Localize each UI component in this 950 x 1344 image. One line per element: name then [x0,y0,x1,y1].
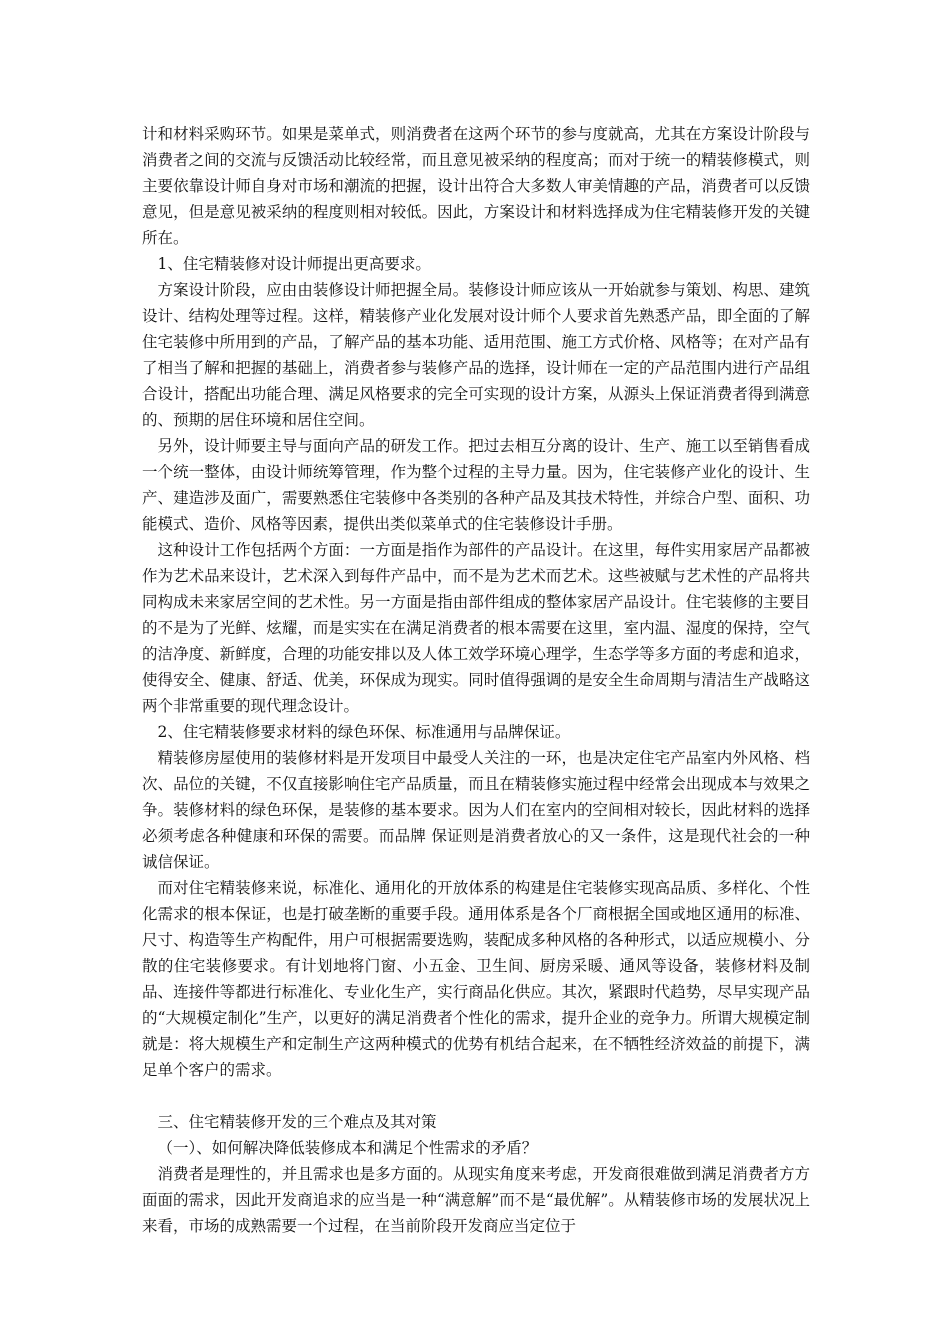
subsection-heading-cost-vs-personalization: （一）、如何解决降低装修成本和满足个性需求的矛盾？ [157,1139,538,1157]
paragraph-rational-consumers: 消费者是理性的，并且需求也是多方面的。从现实角度来考虑，开发商很难做到满足消费者方方面面的需求，因此开发商追求的应当是一种“满意解”而不是“最优解”。从精装修市场的发展状况上来看，市场的成熟需要一个过程，在当前阶段开发商应当定位于 [142,1165,810,1235]
paragraph-intro-continuation: 计和材料采购环节。如果是菜单式，则消费者在这两个环节的参与度就高，尤其在方案设计阶段与消费者之间的交流与反馈活动比较经常，而且意见被采纳的程度高；而对于统一的精装修模式，则主要依靠设计师自身对市场和潮流的把握，设计出符合大多数人审美情趣的产品，消费者可以反馈意见，但是意见被采纳的程度则相对较低。因此，方案设计和材料选择成为住宅精装修开发的关键所在。 [142,125,810,247]
paragraph-product-development: 另外，设计师要主导与面向产品的研发工作。把过去相互分离的设计、生产、施工以至销售看成一个统一整体，由设计师统筹管理，作为整个过程的主导力量。因为，住宅装修产业化的设计、生产、建造涉及面广，需要熟悉住宅装修中各类别的各种产品及其技术特性，并综合户型、面积、功能模式、造价、风格等因素，提供出类似菜单式的住宅装修设计手册。 [142,437,810,533]
paragraph-standardization: 而对住宅精装修来说，标准化、通用化的开放体系的构建是住宅装修实现高品质、多样化、个性化需求的根本保证，也是打破垄断的重要手段。通用体系是各个厂商根据全国或地区通用的标准、尺寸、构造等生产构配件，用户可根据需要选购，装配成多种风格的各种形式，以适应规模小、分散的住宅装修要求。有计划地将门窗、小五金、卫生间、厨房采暖、通风等设备，装修材料及制品、连接件等都进行标准化、专业化生产，实行商品化供应。其次，紧跟时代趋势，尽早实现产品的“大规模定制化”生产，以更好的满足消费者个性化的需求，提升企业的竞争力。所谓大规模定制就是：将大规模生产和定制生产这两种模式的优势有机结合起来，在不牺牲经济效益的前提下，满足单个客户的需求。 [142,879,810,1079]
section-heading-three-difficulties: 三、住宅精装修开发的三个难点及其对策 [157,1113,437,1131]
document-body [142,121,810,1239]
section-spacer [142,1083,810,1109]
paragraph-scheme-design: 方案设计阶段，应由由装修设计师把握全局。装修设计师应该从一开始就参与策划、构思、建筑设计、结构处理等过程。这样，精装修产业化发展对设计师个人要求首先熟悉产品，即全面的了解住宅装修中所用到的产品，了解产品的基本功能、适用范围、施工方式价格、风格等；在对产品有了相当了解和把握的基础上，消费者参与装修产品的选择，设计师在一定的产品范围内进行产品组合设计，搭配出功能合理、满足风格要求的完全可实现的设计方案，从源头上保证消费者得到满意的、预期的居住环境和居住空间。 [142,281,810,429]
subheading-designer-requirements: 1、住宅精装修对设计师提出更高要求。 [157,255,431,273]
paragraph-design-work-aspects: 这种设计工作包括两个方面：一方面是指作为部件的产品设计。在这里，每件实用家居产品都被作为艺术品来设计，艺术深入到每件产品中，而不是为艺术而艺术。这些被赋与艺术性的产品将共同构成未来家居空间的艺术性。另一方面是指由部件组成的整体家居产品设计。住宅装修的主要目的不是为了光鲜、炫耀，而是实实在在满足消费者的根本需要在这里，室内温、湿度的保持，空气的洁净度、新鲜度，合理的功能安排以及人体工效学环境心理学，生态学等多方面的考虑和追求，使得安全、健康、舒适、优美，环保成为现实。同时值得强调的是安全生命周期与清洁生产战略这两个非常重要的现代理念设计。 [142,541,810,715]
subheading-material-requirements: 2、住宅精装修要求材料的绿色环保、标准通用与品牌保证。 [157,723,571,741]
paragraph-decoration-materials: 精装修房屋使用的装修材料是开发项目中最受人关注的一环，也是决定住宅产品室内外风格、档次、品位的关键，不仅直接影响住宅产品质量，而且在精装修实施过程中经常会出现成本与效果之争。装修材料的绿色环保，是装修的基本要求。因为人们在室内的空间相对较长，因此材料的选择必须考虑各种健康和环保的需要。而品牌 保证则是消费者放心的又一条件，这是现代社会的一种诚信保证。 [142,749,810,871]
